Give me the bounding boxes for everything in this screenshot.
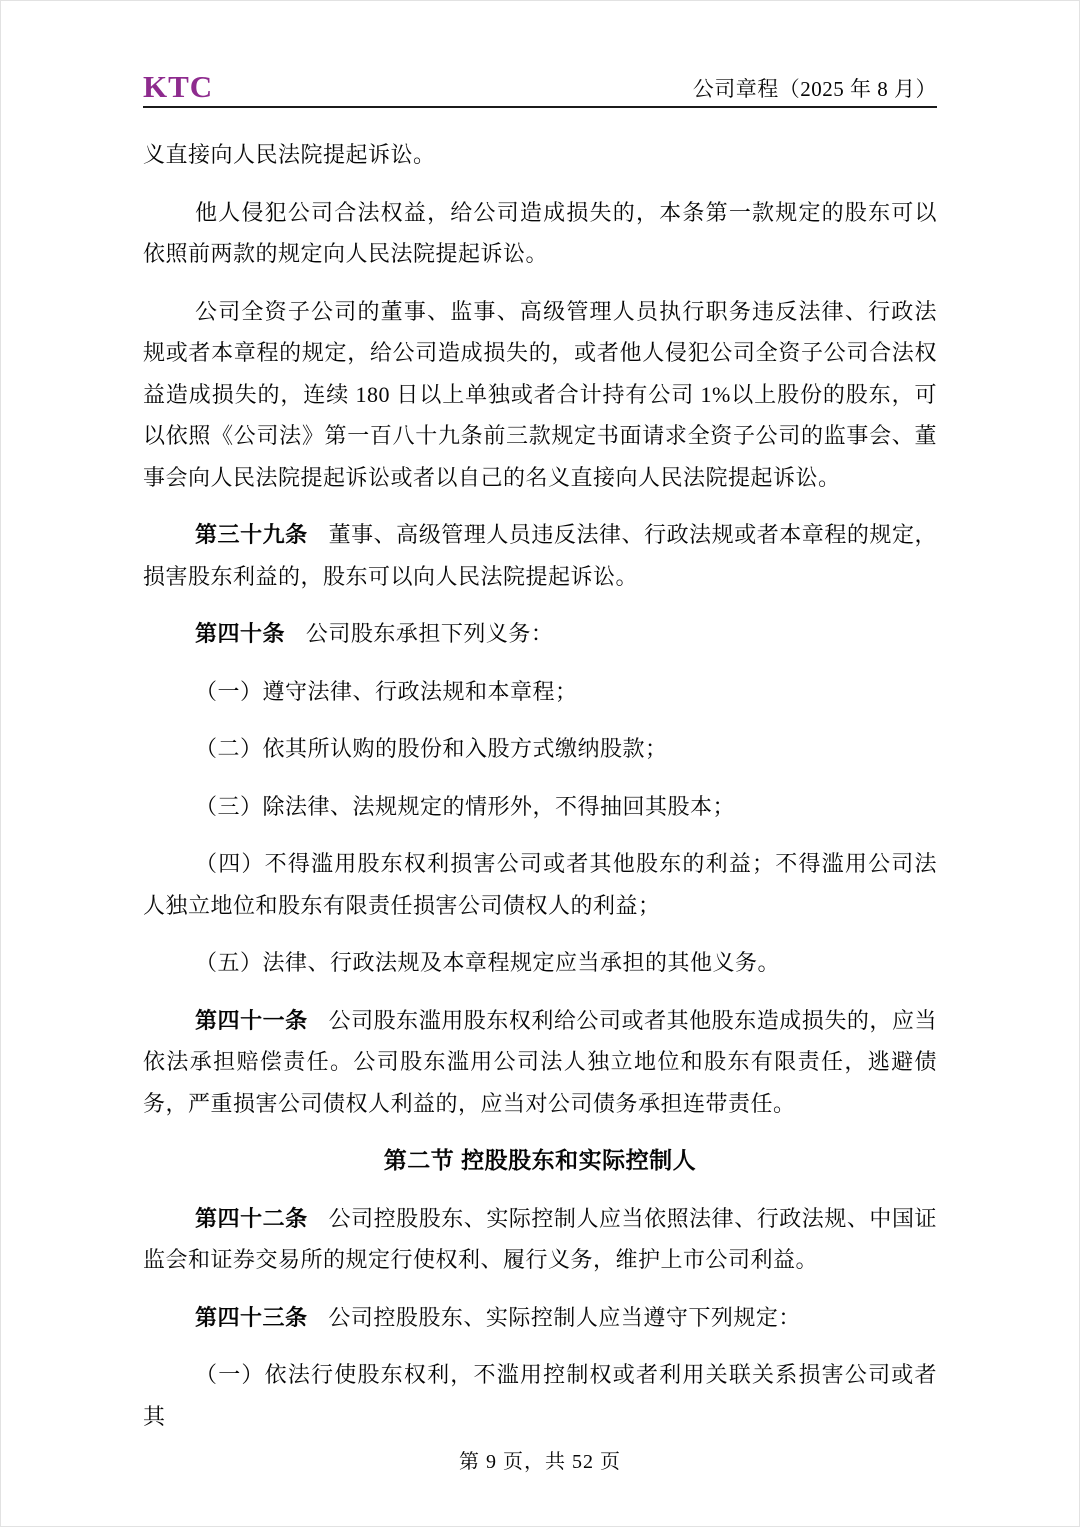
list-item-text: （四）不得滥用股东权利损害公司或者其他股东的利益；不得滥用公司法人独立地位和股东有限责任损害公司债权人的利益； bbox=[143, 851, 937, 918]
article-text: 董事、高级管理人员违反法律、行政法规或者本章程的规定，损害股东利益的，股东可以向人民法院提起诉讼。 bbox=[143, 522, 937, 589]
page-footer bbox=[1, 1449, 1079, 1475]
article-40 bbox=[143, 613, 937, 655]
list-item-text: （二）依其所认购的股份和入股方式缴纳股款； bbox=[195, 736, 668, 761]
article-text: 公司股东滥用股东权利给公司或者其他股东造成损失的，应当依法承担赔偿责任。公司股东滥用公司法人独立地位和股东有限责任，逃避债务，严重损害公司债权人利益的，应当对公司债务承担连带责任。 bbox=[143, 1007, 937, 1116]
article-text: 公司控股股东、实际控制人应当依照法律、行政法规、中国证监会和证券交易所的规定行使权利、履行义务，维护上市公司利益。 bbox=[143, 1205, 937, 1272]
article-text: 公司控股股东、实际控制人应当遵守下列规定： bbox=[328, 1304, 801, 1330]
article-text: 公司股东承担下列义务： bbox=[305, 621, 554, 646]
article-number: 第四十三条 bbox=[195, 1304, 308, 1330]
paragraph-text: 他人侵犯公司合法权益，给公司造成损失的，本条第一款规定的股东可以依照前两款的规定向人民法院提起诉讼。 bbox=[143, 199, 937, 266]
list-item-1-article-43 bbox=[143, 1354, 937, 1437]
list-item-text: （一）遵守法律、行政法规和本章程； bbox=[195, 678, 578, 704]
article-number: 第四十二条 bbox=[195, 1205, 308, 1231]
paragraph bbox=[143, 192, 937, 275]
header-doc-title: 公司章程（2025 年 8 月） bbox=[692, 76, 937, 101]
list-item-text: （五）法律、行政法规及本章程规定应当承担的其他义务。 bbox=[195, 950, 781, 975]
article-43 bbox=[143, 1297, 937, 1339]
document-body bbox=[143, 108, 937, 1437]
article-number: 第三十九条 bbox=[195, 522, 308, 547]
paragraph-continuation bbox=[143, 134, 937, 176]
section-heading: 第二节 控股股东和实际控制人 bbox=[383, 1147, 697, 1173]
article-41 bbox=[143, 1000, 937, 1125]
article-42 bbox=[143, 1198, 937, 1281]
page-number: 第 9 页，共 52 页 bbox=[459, 1451, 621, 1473]
article-39 bbox=[143, 514, 937, 597]
list-item-2 bbox=[143, 728, 937, 770]
paragraph bbox=[143, 291, 937, 499]
list-item-text: （一）依法行使股东权利，不滥用控制权或者利用关联关系损害公司或者其 bbox=[143, 1362, 937, 1429]
paragraph-text: 义直接向人民法院提起诉讼。 bbox=[143, 142, 436, 167]
list-item-1 bbox=[143, 671, 937, 713]
list-item-4 bbox=[143, 843, 937, 926]
list-item-3 bbox=[143, 786, 937, 828]
list-item-text: （三）除法律、法规规定的情形外，不得抽回其股本； bbox=[195, 793, 736, 819]
paragraph-text: 公司全资子公司的董事、监事、高级管理人员执行职务违反法律、行政法规或者本章程的规定，给公司造成损失的，或者他人侵犯公司全资子公司合法权益造成损失的，连续 180 日以上单独或者合计持有公司 1%以上股份的股东，可以依照《公司法》第一百八十九条前三款规定书面请求全资子公司的监事会、董事会向人民法院提起诉讼或者以自己的名义直接向人民法院提起诉讼。 bbox=[143, 298, 937, 490]
list-item-5 bbox=[143, 942, 937, 984]
company-logo: KTC bbox=[143, 69, 214, 104]
article-number: 第四十一条 bbox=[195, 1007, 308, 1033]
page-header bbox=[143, 71, 937, 108]
article-number: 第四十条 bbox=[195, 621, 286, 646]
